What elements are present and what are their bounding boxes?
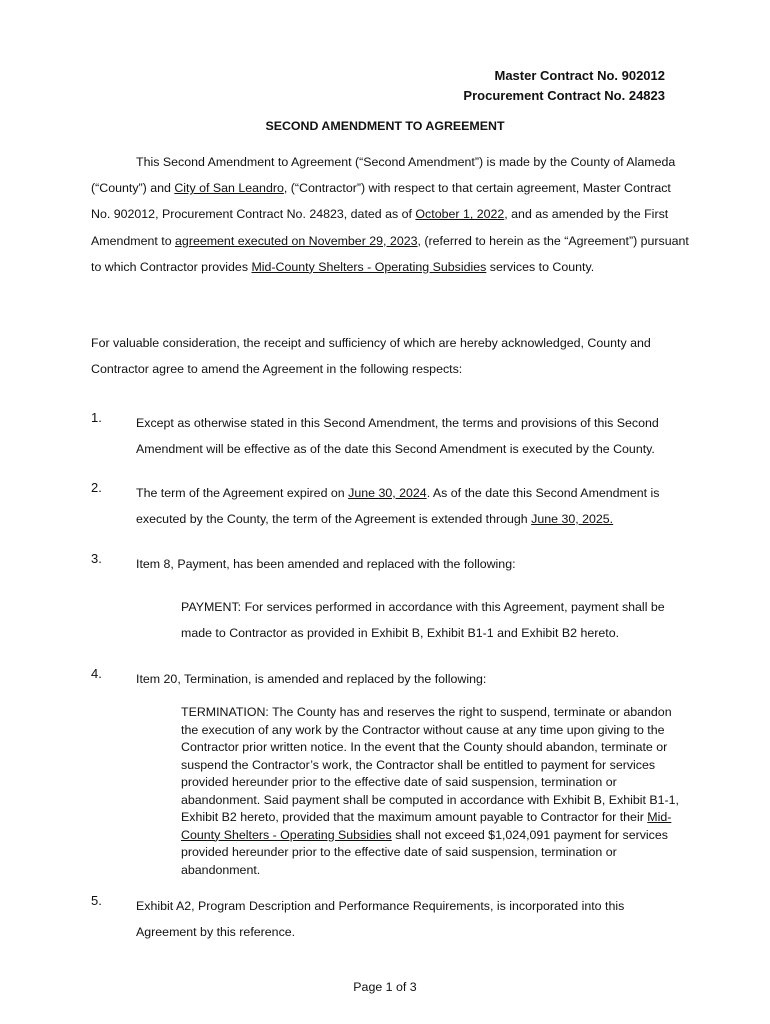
item-number: 4. <box>91 666 102 681</box>
item-number: 2. <box>91 480 102 495</box>
intro-text-1: This Second Amendment to Agreement (“Second Amendment”) is made by the County of Alameda (“County”) and <box>91 155 676 196</box>
services-name: Mid-County Shelters - Operating Subsidies <box>251 259 487 274</box>
consideration-text: For valuable consideration, the receipt and sufficiency of which are hereby acknowledged, County and Contractor agree to amend the Agreement in the following respects: <box>91 336 651 377</box>
contractor-name: City of San Leandro <box>174 181 284 196</box>
extended-date: June 30, 2025. <box>531 512 614 526</box>
expired-date: June 30, 2024 <box>348 486 427 500</box>
document-title: SECOND AMENDMENT TO AGREEMENT <box>265 119 505 133</box>
master-contract-number: Master Contract No. 902012 <box>494 68 665 83</box>
item-number: 3. <box>91 551 102 566</box>
termination-text-2: shall not exceed $1,024,091 payment for services provided hereunder prior to the effective date of said suspension, termination or abandonment. <box>181 827 668 877</box>
intro-paragraph <box>91 149 691 280</box>
termination-text-1: TERMINATION: The County has and reserves the right to suspend, terminate or abandon the execution of any work by the Contractor without cause at any time upon giving to the Contractor prior written notice. In the event that the County should abandon, terminate or suspend the Contractor’s work, the Contractor shall be entitled to payment for services provided hereunder prior to the effective date of said suspension, termination or abandonment. Said payment shall be computed in accordance with Exhibit B, Exhibit B1-1, Exhibit B2 hereto, provided that the maximum amount payable to Contractor for their <box>181 705 679 824</box>
intro-text-5: services to County. <box>486 259 595 274</box>
intro-text-2: , (“Contractor”) with respect to that certain agreement, Master Contract No. 902012, Procurement Contract No. 24823, dated as of <box>91 181 671 222</box>
page-number: Page 1 of 3 <box>353 980 417 994</box>
item-text <box>136 480 681 532</box>
item-number: 5. <box>91 893 102 908</box>
termination-clause <box>181 704 681 879</box>
item-2-text-2: . As of the date this Second Amendment is executed by the County, the term of the Agreement is extended through <box>136 486 660 526</box>
item-text: Item 20, Termination, is amended and replaced by the following: <box>136 672 487 686</box>
intro-text-4: (referred to herein as the “Agreement”) pursuant to which Contractor provides <box>91 233 689 274</box>
termination-services-name: Mid-County Shelters - Operating Subsidies <box>181 810 672 842</box>
intro-text-3: , and as amended by the First Amendment to <box>91 207 669 248</box>
consideration-paragraph <box>91 330 691 382</box>
item-2-text-1: The term of the Agreement expired on <box>136 486 349 500</box>
item-number: 1. <box>91 410 102 425</box>
procurement-contract-number: Procurement Contract No. 24823 <box>463 88 665 103</box>
item-text: Item 8, Payment, has been amended and replaced with the following: <box>136 557 516 571</box>
item-text: Exhibit A2, Program Description and Performance Requirements, is incorporated into this Agreement by this reference. <box>136 899 625 939</box>
payment-clause: PAYMENT: For services performed in accordance with this Agreement, payment shall be made to Contractor as provided in Exhibit B, Exhibit B1-1 and Exhibit B2 hereto. <box>181 600 665 640</box>
item-text: Except as otherwise stated in this Second Amendment, the terms and provisions of this Second Amendment will be effective as of the date this Second Amendment is executed by the County. <box>136 416 659 456</box>
first-amendment-reference: agreement executed on November 29, 2023, <box>175 233 421 248</box>
agreement-date: October 1, 2022 <box>415 207 505 222</box>
contract-header <box>463 66 665 106</box>
